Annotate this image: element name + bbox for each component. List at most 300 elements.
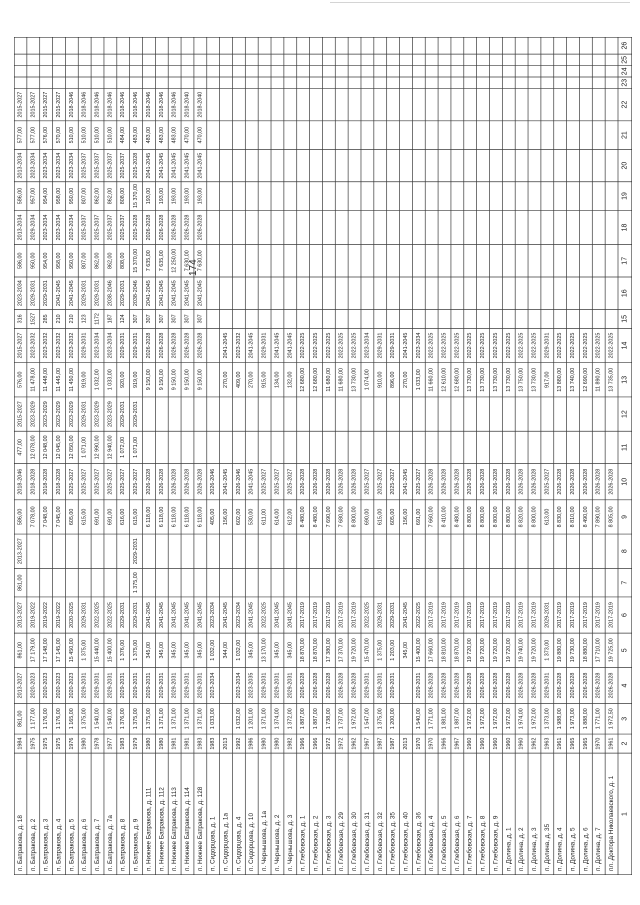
table-cell: 1978 <box>94 737 101 750</box>
table-cell: 2026-2028 <box>570 672 576 699</box>
table-cell: 920,00 <box>120 371 127 389</box>
table-cell: 1980 <box>274 737 281 750</box>
table-cell: 2029-2031 <box>197 672 204 699</box>
row-address: п. Батракова, д. 3 <box>42 818 50 871</box>
table-cell: 1 887,00 <box>313 708 319 730</box>
table-cell: 2026-2028 <box>145 468 152 495</box>
table-cell: 307 <box>184 314 191 324</box>
table-cell: 2025-2037 <box>81 152 88 179</box>
table-cell: 1 033,00 <box>415 369 422 391</box>
table-cell: 2018-2046 <box>133 91 140 118</box>
table-cell: 193,00 <box>171 187 178 205</box>
table-cell: 2029-2031 <box>390 332 397 359</box>
table-cell: 7 045,00 <box>56 506 62 528</box>
table-cell: 2041-2045 <box>274 332 281 359</box>
table-cell: 2018-2046 <box>94 91 101 118</box>
table-cell: 1982 <box>287 737 294 750</box>
table-cell: 345,00 <box>287 642 294 659</box>
table-cell: 2029-2031 <box>158 672 165 699</box>
table-cell: 1967 <box>364 737 371 750</box>
table-cell: 1 972,50 <box>608 708 615 730</box>
table-cell: 19 730,00 <box>570 638 576 663</box>
table-cell: 17 179,00 <box>30 638 37 663</box>
table-cell: 615,00 <box>377 508 384 526</box>
table-cell: 2026-2028 <box>158 214 165 241</box>
table-cell: 2041-2045 <box>197 152 204 179</box>
table-cell: 1 373,00 <box>544 708 551 730</box>
column-number: 13 <box>621 375 629 384</box>
table-cell: 2026-2028 <box>197 214 204 241</box>
table-cell: 6 118,00 <box>197 506 204 528</box>
row-address: п. Чернышова, д. 2 <box>273 814 281 871</box>
table-cell: 2020-2023 <box>43 672 50 699</box>
column-number: 25 <box>621 56 629 64</box>
table-cell: 1 375,00 <box>133 708 140 730</box>
table-cell: 345,00 <box>274 642 281 659</box>
row-address: п. Долина, д. 3 <box>531 827 538 871</box>
table-cell: 2023-2029 <box>68 401 75 427</box>
table-cell: 1 974,00 <box>518 708 525 730</box>
table-cell: 1960 <box>467 737 474 750</box>
table-cell: 1 972,00 <box>351 708 358 730</box>
table-cell: 19 720,00 <box>480 638 487 663</box>
table-cell: 2026-2028 <box>467 468 474 495</box>
table-cell: 17 370,00 <box>338 638 345 663</box>
table-cell: 13 740,00 <box>570 367 576 392</box>
table-cell: 2020-2023 <box>30 672 37 699</box>
table-cell: 307 <box>171 314 178 324</box>
table-cell: 1 375,00 <box>81 639 88 661</box>
table-cell: 2026-2028 <box>480 672 487 699</box>
row-address: п. Батракова, д. 2 <box>29 818 37 871</box>
table-cell: 2026-2028 <box>351 672 358 699</box>
table-cell: 1 887,00 <box>300 708 307 730</box>
table-cell: 1 372,00 <box>287 708 294 730</box>
table-cell: 2026-2028 <box>171 332 178 359</box>
table-cell: 1970 <box>415 737 422 750</box>
row-address: п. Сидорцова, д. 1а <box>222 813 230 871</box>
table-cell: 2017-2019 <box>300 602 307 628</box>
table-cell: 2025-2027 <box>364 468 371 495</box>
table-cell: 1 973,00 <box>570 708 576 730</box>
table-cell: 7 890,00 <box>595 506 602 528</box>
scan-edge-line <box>330 2 630 3</box>
row-address: п. Нижнее Батракова, д. 112 <box>158 787 166 871</box>
table-cell: 2026-2028 <box>595 468 602 495</box>
row-address: п. Глебовская, д. 4 <box>428 815 436 871</box>
table-cell: 2026-2028 <box>531 468 538 495</box>
row-address: п. Глебовская, д. 9 <box>492 815 500 871</box>
table-cell: 12 050,00 <box>68 435 75 460</box>
table-cell: 2029-2031 <box>94 672 101 699</box>
table-cell: 13 750,00 <box>518 367 525 392</box>
table-cell: 15 440,00 <box>94 638 101 663</box>
table-cell: 12 045,00 <box>56 435 62 460</box>
table-cell: 2023-2034 <box>210 602 217 628</box>
table-cell: 1 371,00 <box>158 708 165 730</box>
table-cell: 1 738,00 <box>325 708 332 730</box>
table-cell: 19 720,00 <box>351 638 358 663</box>
table-cell: 808,00 <box>120 187 127 205</box>
table-cell: 11 660,00 <box>428 368 435 392</box>
table-cell: 11 680,00 <box>338 368 345 392</box>
table-cell: 1 972,00 <box>531 708 538 730</box>
table-cell: 2041-2045 <box>197 602 204 628</box>
table-cell: 1 371,00 <box>261 708 268 730</box>
table-cell: 915,00 <box>261 371 268 389</box>
table-cell: 2029-2031 <box>81 280 88 307</box>
table-cell: 285 <box>43 314 50 324</box>
table-cell: 2017-2019 <box>441 602 448 628</box>
table-cell: 2029-2031 <box>120 672 127 699</box>
table-cell: 1977 <box>107 737 114 750</box>
table-cell: 307 <box>197 314 204 324</box>
table-cell: 13 730,00 <box>467 367 474 392</box>
table-cell: 2023-2034 <box>210 672 217 699</box>
table-cell: 2017-2019 <box>608 602 615 628</box>
table-cell: 2017-2019 <box>313 602 319 628</box>
table-cell: 2022-2025 <box>531 332 538 359</box>
table-cell: 510,00 <box>94 126 101 144</box>
table-cell: 17 660,00 <box>428 638 435 663</box>
table-cell: 345,00 <box>248 642 255 659</box>
table-cell: 2041-2045 <box>68 280 75 307</box>
table-cell: 8 805,00 <box>608 506 615 528</box>
table-cell: 2026-2028 <box>557 468 564 495</box>
table-cell: 1 201,00 <box>248 708 255 730</box>
table-cell: 12 610,00 <box>441 367 448 392</box>
table-cell: 1970 <box>595 737 602 750</box>
table-cell: 2022-2025 <box>467 332 474 359</box>
table-cell: 2041-2045 <box>184 602 191 628</box>
table-cell: 2018-2046 <box>158 91 165 118</box>
column-number: 20 <box>621 161 629 170</box>
table-cell: 2022-2025 <box>505 332 512 359</box>
table-cell: 2026-2028 <box>184 468 191 495</box>
table-cell: 483,00 <box>158 126 165 144</box>
table-cell: 2023-2034 <box>43 152 50 179</box>
table-cell: 2022-2025 <box>480 332 487 359</box>
table-cell: 2022-2025 <box>582 332 589 359</box>
table-cell: 1 376,00 <box>120 708 127 730</box>
table-cell: 2022-2025 <box>428 332 435 359</box>
table-cell: 950,00 <box>68 187 75 205</box>
column-number: 8 <box>621 549 629 554</box>
table-cell: 2026-2028 <box>300 672 307 699</box>
table-cell: 1962 <box>351 737 358 750</box>
table-cell: 1976 <box>68 737 75 750</box>
table-cell: 2017-2019 <box>428 602 435 628</box>
table-cell: 2023-2034 <box>56 152 62 179</box>
table-cell: 9 150,00 <box>197 369 204 391</box>
table-cell: 2013-2034 <box>17 214 24 241</box>
column-number: 18 <box>621 223 629 232</box>
table-cell: 13 730,00 <box>492 367 499 392</box>
table-cell: 270,00 <box>248 371 255 389</box>
table-cell: 2029-2031 <box>120 401 127 427</box>
row-address: п. Батракова, д. 18 <box>16 815 24 871</box>
row-address: п. Глебовская, д. 35 <box>389 812 397 871</box>
row-address: п. Долина, д. 7 <box>595 827 603 871</box>
table-cell: 2026-2028 <box>492 468 499 495</box>
table-cell: 2023-2034 <box>43 214 50 241</box>
table-cell: 1980 <box>158 737 165 750</box>
table-cell: 2026-2028 <box>505 672 512 699</box>
table-cell: 1 176,00 <box>43 708 50 730</box>
table-cell: 1987 <box>390 737 397 750</box>
table-cell: 917,00 <box>544 371 551 389</box>
table-cell: 2013 <box>403 737 409 750</box>
table-cell: 2025-2027 <box>261 468 268 495</box>
table-cell: 2026-2028 <box>428 672 435 699</box>
table-cell: 307 <box>158 314 165 324</box>
table-cell: 2026-2028 <box>184 214 191 241</box>
table-cell: 2022-2025 <box>94 602 101 628</box>
table-cell: 307 <box>145 314 152 324</box>
table-cell: 19 725,00 <box>608 638 615 663</box>
table-cell: 1981 <box>171 737 178 750</box>
table-cell: 2023-2032 <box>68 332 75 359</box>
table-cell: 1983 <box>120 737 127 750</box>
table-cell: 2029-2031 <box>43 280 50 307</box>
table-cell: 1970 <box>428 737 435 750</box>
row-address: п. Глебовская, д. 7 <box>466 815 474 871</box>
table-cell: 1 540,00 <box>415 708 422 730</box>
table-cell: 2025-2027 <box>544 468 551 495</box>
table-cell: 8 480,00 <box>300 506 307 528</box>
table-cell: 1 165,00 <box>68 708 75 730</box>
table-cell: 2026-2028 <box>197 332 204 359</box>
table-cell: 2026-2028 <box>531 672 538 699</box>
table-cell: 8 830,00 <box>557 506 564 528</box>
row-address: п. Долина, д. 5 <box>569 827 577 871</box>
row-address: п. Долина, д. 6 <box>582 827 590 871</box>
table-cell: 1 375,00 <box>133 639 140 661</box>
table-cell: 345,00 <box>403 642 409 659</box>
table-cell: 1980 <box>81 737 88 750</box>
table-cell: 1965 <box>570 737 576 750</box>
table-cell: 2025-2027 <box>107 468 114 495</box>
table-cell: 316 <box>17 314 24 324</box>
table-cell: 2022-2025 <box>557 332 564 359</box>
table-cell: 483,00 <box>133 126 140 144</box>
table-cell: 15 450,00 <box>68 638 75 663</box>
table-cell: 2023-2034 <box>107 332 114 359</box>
table-cell: 12 940,00 <box>107 435 114 460</box>
table-cell: 861,00 <box>17 710 24 728</box>
table-cell: 510,00 <box>107 126 114 144</box>
table-cell: 2025-2037 <box>81 214 88 241</box>
table-cell: 2026-2028 <box>158 332 165 359</box>
table-cell: 919,00 <box>81 371 88 389</box>
table-cell: 1966 <box>300 737 307 750</box>
table-cell: 2017-2019 <box>570 602 576 628</box>
column-number: 14 <box>621 341 629 350</box>
table-cell: 958,00 <box>56 187 62 205</box>
table-cell: 2023-2029 <box>43 401 50 427</box>
table-cell: 2023-2034 <box>364 332 371 359</box>
table-cell: 2041-2045 <box>145 152 152 179</box>
table-cell: 7 048,00 <box>43 506 50 528</box>
table-cell: 1 033,00 <box>210 708 217 730</box>
table-cell: 6 118,00 <box>184 506 191 528</box>
table-cell: 2041-2045 <box>171 602 178 628</box>
table-cell: 2029-2031 <box>133 332 140 359</box>
row-address: п. Батракова, д. 4 <box>55 818 63 871</box>
table-cell: 17 710,00 <box>595 638 602 663</box>
table-cell: 11 478,00 <box>30 368 37 392</box>
table-cell: 1975 <box>30 737 37 750</box>
table-cell: 950,00 <box>68 252 75 270</box>
table-cell: 2025-2027 <box>377 468 384 495</box>
table-cell: 2041-2045 <box>274 602 281 628</box>
table-cell: 2026-2046 <box>210 468 217 495</box>
table-cell: 1 540,00 <box>107 708 114 730</box>
table-cell: 345,00 <box>184 642 191 659</box>
table-cell: 2026-2028 <box>454 672 461 699</box>
table-cell: 2026-2046 <box>235 468 242 495</box>
table-cell: 1 071,00 <box>81 436 88 458</box>
table-cell: 15 400,00 <box>415 638 422 663</box>
table-cell: 807,00 <box>81 252 88 270</box>
table-cell: 616,00 <box>120 508 127 526</box>
table-cell: 483,00 <box>145 126 152 144</box>
table-cell: 2029-2031 <box>171 672 178 699</box>
table-cell: 156,00 <box>223 508 229 526</box>
table-cell: 2041-2045 <box>248 332 255 359</box>
table-cell: 2018-2046 <box>120 91 127 118</box>
table-cell: 2025-2037 <box>94 152 101 179</box>
table-cell: 2029-2031 <box>81 332 88 359</box>
table-cell: 13 730,00 <box>531 367 538 392</box>
table-cell: 2022-2025 <box>570 332 576 359</box>
table-cell: 7 680,00 <box>338 506 345 528</box>
table-cell: 6 118,00 <box>158 506 165 528</box>
table-cell: 2019-2022 <box>56 602 62 628</box>
table-cell: 9 150,00 <box>184 369 191 391</box>
table-cell: 2026-2028 <box>145 332 152 359</box>
table-cell: 2041-2045 <box>248 468 255 495</box>
table-cell: 193,00 <box>158 187 165 205</box>
table-cell: 8 800,00 <box>480 506 487 528</box>
table-cell: 132,00 <box>287 371 294 389</box>
table-cell: 2017-2019 <box>582 602 589 628</box>
column-number: 9 <box>621 514 629 519</box>
table-cell: 11 450,00 <box>68 368 75 392</box>
table-cell: 1 972,00 <box>480 708 487 730</box>
table-cell: 2017-2019 <box>505 602 512 628</box>
table-cell: 2018-2028 <box>56 468 62 495</box>
table-cell: 1960 <box>518 737 525 750</box>
table-cell: 2026-2028 <box>325 672 332 699</box>
table-cell: 2029-2031 <box>544 602 551 628</box>
table-cell: 7 078,00 <box>30 506 37 528</box>
table-cell: 570,00 <box>56 126 62 144</box>
table-cell: 2022-2025 <box>441 332 448 359</box>
table-cell: 1980 <box>145 737 152 750</box>
table-cell: 2013-2027 <box>17 672 24 699</box>
table-cell: 2023-2034 <box>68 214 75 241</box>
table-cell: 13 730,00 <box>351 367 358 392</box>
table-cell: 1 074,00 <box>364 369 371 391</box>
table-cell: 2015-2027 <box>30 91 37 118</box>
table-cell: 614,00 <box>274 508 281 526</box>
table-cell: 1967 <box>454 737 461 750</box>
table-cell: 605,00 <box>390 508 397 526</box>
table-cell: 1 072,00 <box>120 436 127 458</box>
table-cell: 8 820,00 <box>518 506 525 528</box>
table-cell: 12 078,00 <box>30 435 37 460</box>
table-cell: 2015-2027 <box>43 91 50 118</box>
table-cell: 19 720,00 <box>505 638 512 663</box>
table-cell: 2023-2032 <box>235 332 242 359</box>
table-cell: 2029-2031 <box>415 672 422 699</box>
table-cell: 2022-2025 <box>300 332 307 359</box>
column-number: 22 <box>621 100 629 109</box>
table-cell: 2017-2019 <box>480 602 487 628</box>
table-cell: 7 635,00 <box>158 250 165 272</box>
table-cell: 1979 <box>133 737 140 750</box>
table-cell: 954,00 <box>43 187 50 205</box>
table-cell: 2017-2019 <box>467 602 474 628</box>
row-address: п. Долина, д. 1 <box>505 827 513 871</box>
table-cell: 2026-2028 <box>595 672 602 699</box>
table-cell: 1972 <box>338 737 345 750</box>
table-cell: 919,00 <box>133 371 140 389</box>
table-cell: 1987 <box>377 737 384 750</box>
table-cell: 11 890,00 <box>595 368 602 392</box>
table-cell: 2015-2027 <box>56 91 62 118</box>
table-cell: 2018-2046 <box>171 91 178 118</box>
column-number: 24 <box>621 67 629 76</box>
table-cell: 2029-2031 <box>184 672 191 699</box>
row-address: п. Батракова, д. 6 <box>81 818 89 871</box>
table-cell: 2026-2028 <box>570 468 576 495</box>
table-cell: 2022-2025 <box>351 332 358 359</box>
table-cell: 2029-2031 <box>287 672 294 699</box>
table-cell: 2022-2025 <box>492 332 499 359</box>
table-cell: 1961 <box>557 737 564 750</box>
table-cell: 1 371,00 <box>171 708 178 730</box>
table-cell: 2041-2045 <box>248 602 255 628</box>
table-cell: 2026-2028 <box>300 468 307 495</box>
table-cell: 2023-2035 <box>248 672 255 699</box>
table-cell: 13 170,00 <box>261 638 268 663</box>
table-cell: 1 972,00 <box>492 708 499 730</box>
table-cell: 2022-2025 <box>415 602 422 628</box>
table-cell: 2023-2029 <box>56 401 62 427</box>
table-cell: 2025-2027 <box>390 468 397 495</box>
table-cell: 2041-2045 <box>287 332 294 359</box>
table-cell: 19 720,00 <box>531 638 538 663</box>
table-cell: 1986 <box>248 737 255 750</box>
table-cell: 2029-2031 <box>145 672 152 699</box>
row-address: п. Нижнее Батракова, д. 113 <box>171 787 179 871</box>
table-cell: 210 <box>68 314 75 324</box>
table-cell: 11 680,00 <box>325 368 332 392</box>
table-cell: 6 118,00 <box>171 506 178 528</box>
table-cell: 2017-2019 <box>595 602 602 628</box>
column-number: 12 <box>621 410 629 418</box>
table-cell: 2029-2031 <box>120 602 127 628</box>
row-address: п. Глебовская, д. 30 <box>351 812 359 871</box>
table-cell: 2019-2022 <box>30 602 37 628</box>
table-cell: 2029-2031 <box>81 401 88 427</box>
table-cell: 2026-2028 <box>171 468 178 495</box>
table-cell: 1 888,00 <box>582 708 589 730</box>
table-cell: 2022-2025 <box>454 332 461 359</box>
table-cell: 1 887,00 <box>454 708 461 730</box>
